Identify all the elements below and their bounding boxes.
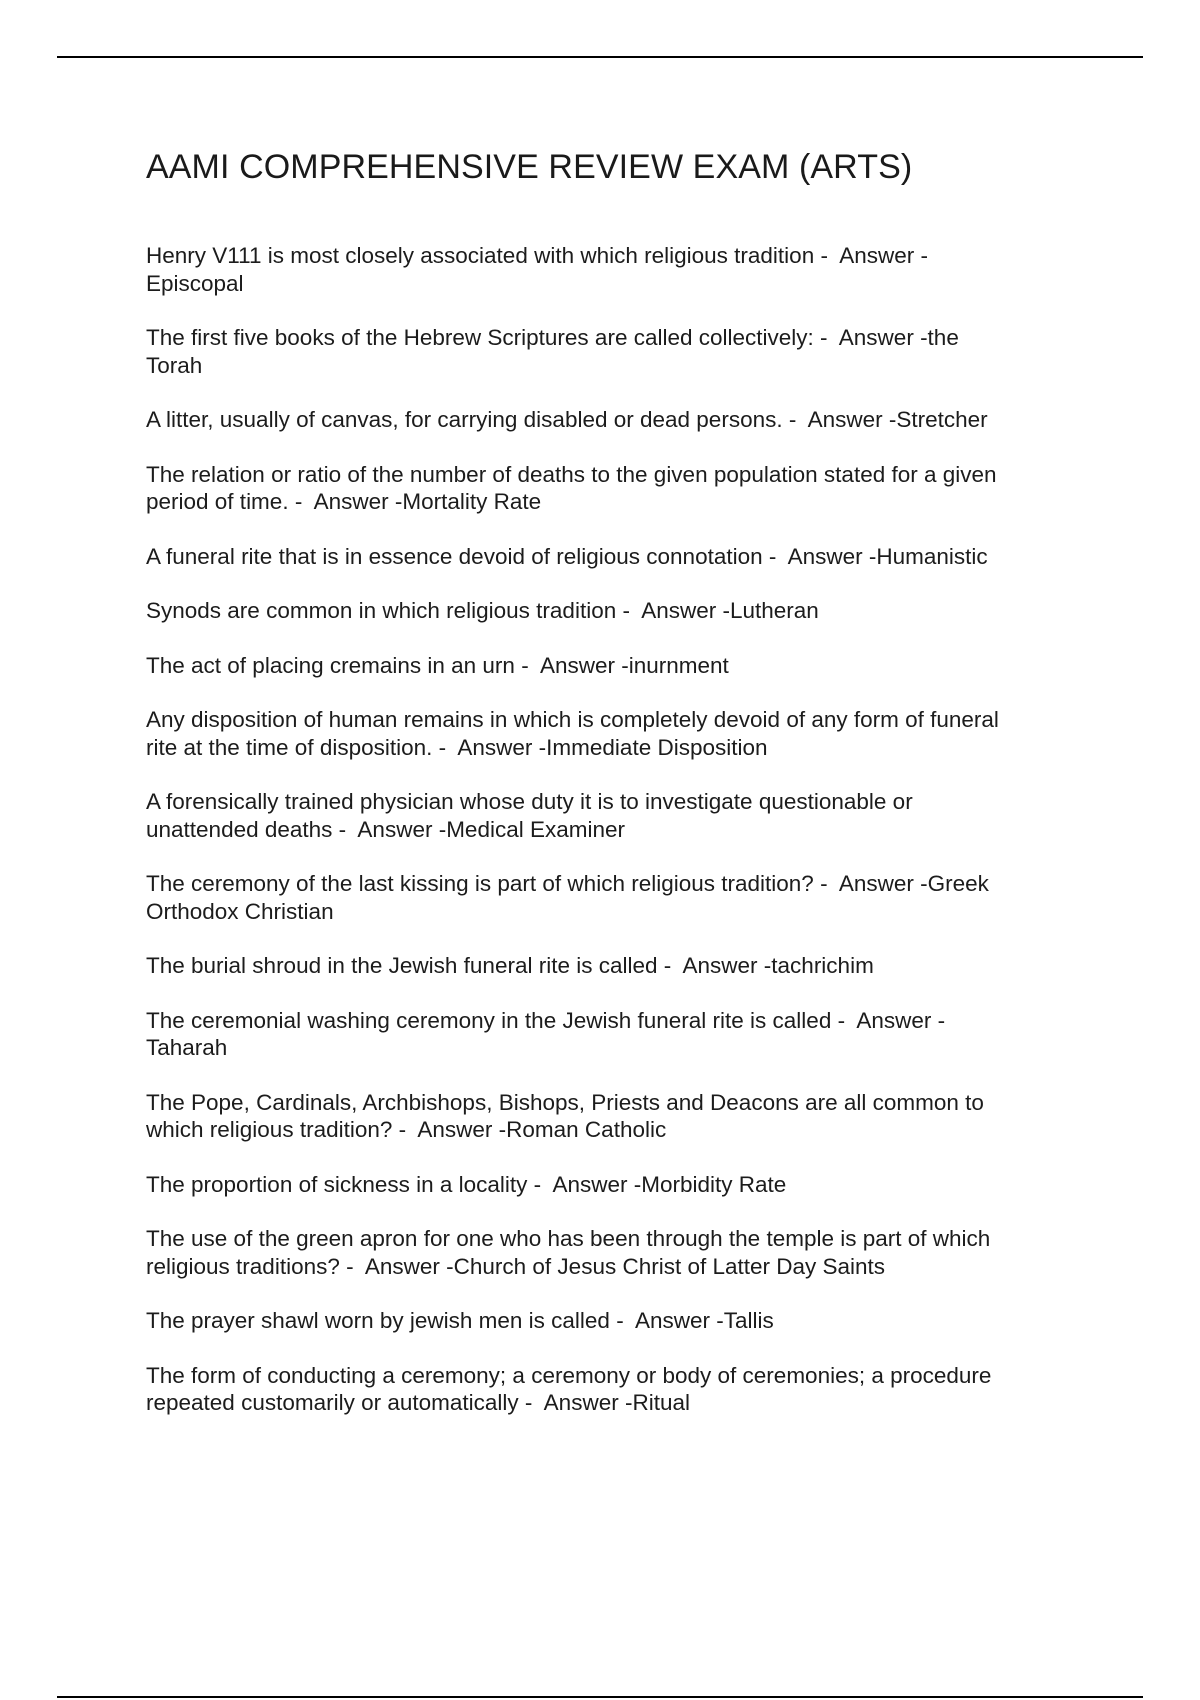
qa-item: A litter, usually of canvas, for carrying disabled or dead persons. - Answer -Stretcher	[146, 407, 988, 432]
top-rule	[57, 56, 1143, 58]
qa-item: The form of conducting a ceremony; a ceremony or body of ceremonies; a procedure repeated customarily or automatically - Answer -Ritual	[146, 1362, 992, 1415]
qa-item: The use of the green apron for one who has been through the temple is part of which religious traditions? - Answer -Church of Jesus Christ of Latter Day Saints	[146, 1226, 991, 1279]
qa-item: The ceremonial washing ceremony in the Jewish funeral rite is called - Answer - Taharah	[146, 1007, 946, 1060]
qa-item: The Pope, Cardinals, Archbishops, Bishops, Priests and Deacons are all common to which religious tradition? - Answer -Roman Catholic	[146, 1089, 984, 1142]
qa-item: The proportion of sickness in a locality - Answer -Morbidity Rate	[146, 1171, 787, 1197]
qa-item: A funeral rite that is in essence devoid of religious connotation - Answer -Humanistic	[146, 543, 988, 569]
bottom-rule	[57, 1696, 1143, 1698]
qa-item: Any disposition of human remains in which is completely devoid of any form of funeral rite at the time of disposition. - Answer -Immediate Disposition	[146, 707, 999, 760]
qa-item: The act of placing cremains in an urn - Answer -inurnment	[146, 652, 729, 678]
qa-item: The prayer shawl worn by jewish men is called - Answer -Tallis	[146, 1308, 774, 1333]
document-body	[146, 145, 1076, 1444]
qa-item: The burial shroud in the Jewish funeral rite is called - Answer -tachrichim	[146, 953, 874, 978]
document-title: AAMI COMPREHENSIVE REVIEW EXAM (ARTS)	[146, 148, 913, 186]
qa-item: The first five books of the Hebrew Scriptures are called collectively: - Answer -the Torah	[146, 325, 959, 378]
qa-item: The relation or ratio of the number of deaths to the given population stated for a given period of time. - Answer -Mortality Rate	[146, 461, 997, 514]
qa-list	[146, 242, 1076, 1417]
qa-item: Synods are common in which religious tradition - Answer -Lutheran	[146, 598, 819, 623]
qa-item: A forensically trained physician whose duty it is to investigate questionable or unattended deaths - Answer -Medical Examiner	[146, 789, 913, 842]
qa-item: The ceremony of the last kissing is part of which religious tradition? - Answer -Greek Orthodox Christian	[146, 871, 989, 924]
qa-item: Henry V111 is most closely associated with which religious tradition - Answer - Episcopal	[146, 243, 928, 296]
